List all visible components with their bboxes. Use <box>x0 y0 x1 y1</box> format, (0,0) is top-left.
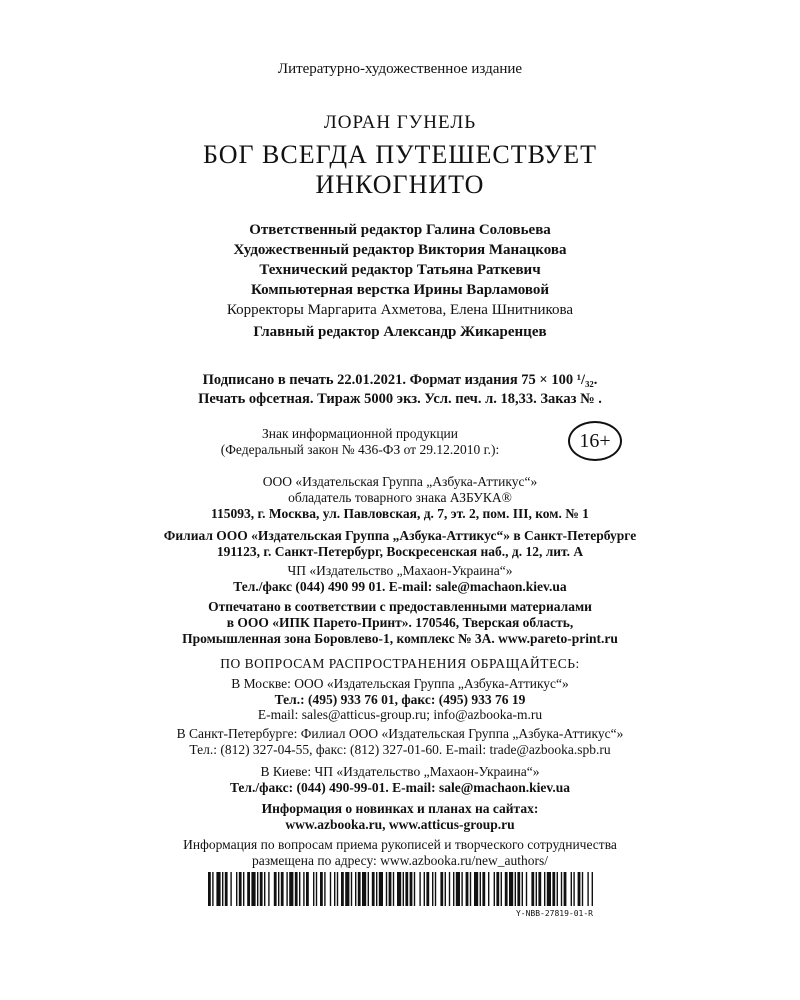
branch-spb-line-2: 191123, г. Санкт-Петербург, Воскресенская наб., д. 12, лит. А <box>216 544 584 559</box>
barcode-bar <box>414 872 415 906</box>
barcode-bar <box>306 872 309 906</box>
credit-responsible-editor: Ответственный редактор Галина Соловьева <box>249 222 551 238</box>
barcode-bar <box>330 872 331 906</box>
machaon-line-1: ЧП «Издательство „Махаон-Украина“» <box>287 563 513 578</box>
barcode-bar <box>334 872 335 906</box>
printed-line-3: Промышленная зона Боровлево-1, комплекс № 3А. www.pareto-print.ru <box>182 631 618 646</box>
barcode-bar <box>410 872 413 906</box>
barcode-bar <box>522 872 523 906</box>
barcode-bar <box>419 872 420 906</box>
barcode-bar <box>435 872 436 906</box>
barcode-bar <box>281 872 284 906</box>
kiev-line-2: Тел./факс: (044) 490-99-01. E-mail: sale@machaon.kiev.ua <box>229 780 571 795</box>
barcode-bar <box>362 872 366 906</box>
printed-line-2: в ООО «ИПК Парето-Принт». 170546, Тверская область, <box>226 615 574 630</box>
kiev-line-1: В Киеве: ЧП «Издательство „Махаон-Украина“» <box>260 764 540 779</box>
credit-proofreaders: Корректоры Маргарита Ахметова, Елена Шнитникова <box>226 302 574 318</box>
barcode-bar <box>561 872 562 906</box>
barcode-bar <box>445 872 446 906</box>
manuscripts-line-2: размещена по адресу: www.azbooka.ru/new_authors/ <box>251 853 549 868</box>
barcode-bar <box>424 872 425 906</box>
barcode-bar <box>295 872 298 906</box>
barcode-bar <box>456 872 460 906</box>
barcode-bar <box>278 872 279 906</box>
barcode-bar <box>324 872 325 906</box>
barcode-bar <box>247 872 250 906</box>
barcode-bar <box>453 872 454 906</box>
barcode-id: Y-NBB-27819-01-R <box>515 909 593 918</box>
barcode-bar <box>303 872 304 906</box>
barcode-bar <box>316 872 317 906</box>
printed-line-1: Отпечатано в соответствии с предоставленными материалами <box>208 599 592 614</box>
barcode-bar <box>470 872 471 906</box>
barcode-bar <box>230 872 231 906</box>
machaon-line-2: Тел./факс (044) 490 99 01. E-mail: sale@machaon.kiev.ua <box>233 579 567 594</box>
barcode-bar <box>482 872 485 906</box>
barcode-bar <box>564 872 567 906</box>
barcode-bar <box>505 872 508 906</box>
spb-line-2: Тел.: (812) 327-04-55, факс: (812) 327-01-60. E-mail: trade@azbooka.spb.ru <box>189 742 611 757</box>
barcode-bar <box>557 872 558 906</box>
barcode-bar <box>531 872 534 906</box>
barcode-bar <box>397 872 401 906</box>
publisher-line-2: обладатель товарного знака АЗБУКА® <box>288 490 512 505</box>
barcode-bar <box>222 872 223 906</box>
barcode-bar <box>405 872 408 906</box>
barcode-bar <box>299 872 300 906</box>
barcode-bar <box>515 872 516 906</box>
barcode-bar <box>393 872 394 906</box>
barcode-bars <box>208 872 593 906</box>
barcode-bar <box>264 872 265 906</box>
barcode-bar <box>547 872 551 906</box>
barcode-bar <box>289 872 293 906</box>
author-name: ЛОРАН ГУНЕЛЬ <box>323 112 477 133</box>
barcode-bar <box>286 872 287 906</box>
barcode-bar <box>212 872 213 906</box>
barcode-bar <box>376 872 377 906</box>
barcode-bar <box>426 872 429 906</box>
barcode-bar <box>337 872 338 906</box>
barcode-bar <box>587 872 588 906</box>
info-sign-line-2: (Федеральный закон № 436-ФЗ от 29.12.2010 г.): <box>220 442 500 457</box>
moscow-line-1: В Москве: ООО «Издательская Группа „Азбука-Аттикус“» <box>231 676 569 691</box>
barcode-bar <box>358 872 361 906</box>
publisher-line-1: ООО «Издательская Группа „Азбука-Аттикус“» <box>262 474 538 489</box>
moscow-line-2: Тел.: (495) 933 76 01, факс: (495) 933 76 19 <box>274 692 526 707</box>
barcode-bar <box>320 872 323 906</box>
barcode-bar <box>480 872 481 906</box>
barcode <box>208 872 593 922</box>
print-info-line-2: Печать офсетная. Тираж 5000 экз. Усл. печ. л. 18,33. Заказ № . <box>198 391 602 407</box>
barcode-bar <box>501 872 502 906</box>
spb-line-1: В Санкт-Петербурге: Филиал ООО «Издательская Группа „Азбука-Аттикус“» <box>176 726 624 741</box>
moscow-line-3: E-mail: sales@atticus-group.ru; info@azbooka-m.ru <box>257 707 543 722</box>
barcode-bar <box>341 872 344 906</box>
barcode-bar <box>592 872 593 906</box>
book-title-line-1: БОГ ВСЕГДА ПУТЕШЕСТВУЕТ <box>202 140 598 169</box>
barcode-bar <box>389 872 392 906</box>
barcode-bar <box>449 872 450 906</box>
info-sign-line-1: Знак информационной продукции <box>261 426 459 441</box>
barcode-bar <box>494 872 495 906</box>
publisher-address: 115093, г. Москва, ул. Павловская, д. 7, эт. 2, пом. III, ком. № 1 <box>211 506 589 521</box>
book-title-line-2: ИНКОГНИТО <box>315 170 485 199</box>
barcode-bar <box>345 872 349 906</box>
barcode-bar <box>440 872 443 906</box>
barcode-bar <box>571 872 572 906</box>
barcode-bar <box>466 872 469 906</box>
barcode-bar <box>216 872 220 906</box>
manuscripts-line-1: Информация по вопросам приема рукописей и творческого сотрудничества <box>183 837 617 852</box>
barcode-bar <box>257 872 258 906</box>
barcode-bar <box>268 872 269 906</box>
distribution-heading: ПО ВОПРОСАМ РАСПРОСТРАНЕНИЯ ОБРАЩАЙТЕСЬ: <box>220 656 580 671</box>
barcode-bar <box>208 872 211 906</box>
barcode-bar <box>488 872 489 906</box>
barcode-bar <box>372 872 375 906</box>
barcode-bar <box>313 872 314 906</box>
barcode-bar <box>544 872 545 906</box>
barcode-bar <box>517 872 520 906</box>
barcode-bar <box>573 872 574 906</box>
barcode-bar <box>368 872 369 906</box>
credit-layout: Компьютерная верстка Ирины Варламовой <box>250 282 549 298</box>
barcode-bar <box>351 872 352 906</box>
barcode-bar <box>243 872 244 906</box>
barcode-bar <box>355 872 356 906</box>
chief-editor: Главный редактор Александр Жикаренцев <box>253 324 547 340</box>
barcode-bar <box>403 872 404 906</box>
barcode-bar <box>538 872 541 906</box>
news-line-2: www.azbooka.ru, www.atticus-group.ru <box>285 817 515 832</box>
barcode-bar <box>496 872 499 906</box>
age-rating-badge: 16+ <box>568 421 622 461</box>
barcode-bar <box>526 872 527 906</box>
barcode-bar <box>386 872 387 906</box>
branch-spb-line-1: Филиал ООО «Издательская Группа „Азбука-Аттикус“» в Санкт-Петербурге <box>163 528 637 543</box>
print-info-line-1: Подписано в печать 22.01.2021. Формат издания 75 × 100 ¹/₃₂. <box>202 372 598 388</box>
edition-genre: Литературно-художественное издание <box>277 61 523 77</box>
barcode-bar <box>509 872 513 906</box>
barcode-bar <box>379 872 383 906</box>
barcode-bar <box>251 872 255 906</box>
news-line-1: Информация о новинках и планах на сайтах: <box>261 801 539 816</box>
barcode-bar <box>552 872 555 906</box>
barcode-bar <box>239 872 242 906</box>
barcode-bar <box>536 872 537 906</box>
barcode-bar <box>260 872 263 906</box>
credit-art-editor: Художественный редактор Виктория Манацкова <box>233 242 567 258</box>
credit-technical-editor: Технический редактор Татьяна Раткевич <box>259 262 541 278</box>
barcode-bar <box>582 872 583 906</box>
barcode-bar <box>578 872 581 906</box>
barcode-bar <box>432 872 433 906</box>
barcode-bar <box>225 872 228 906</box>
barcode-bar <box>236 872 237 906</box>
barcode-bar <box>274 872 277 906</box>
barcode-bar <box>461 872 462 906</box>
barcode-bar <box>474 872 478 906</box>
